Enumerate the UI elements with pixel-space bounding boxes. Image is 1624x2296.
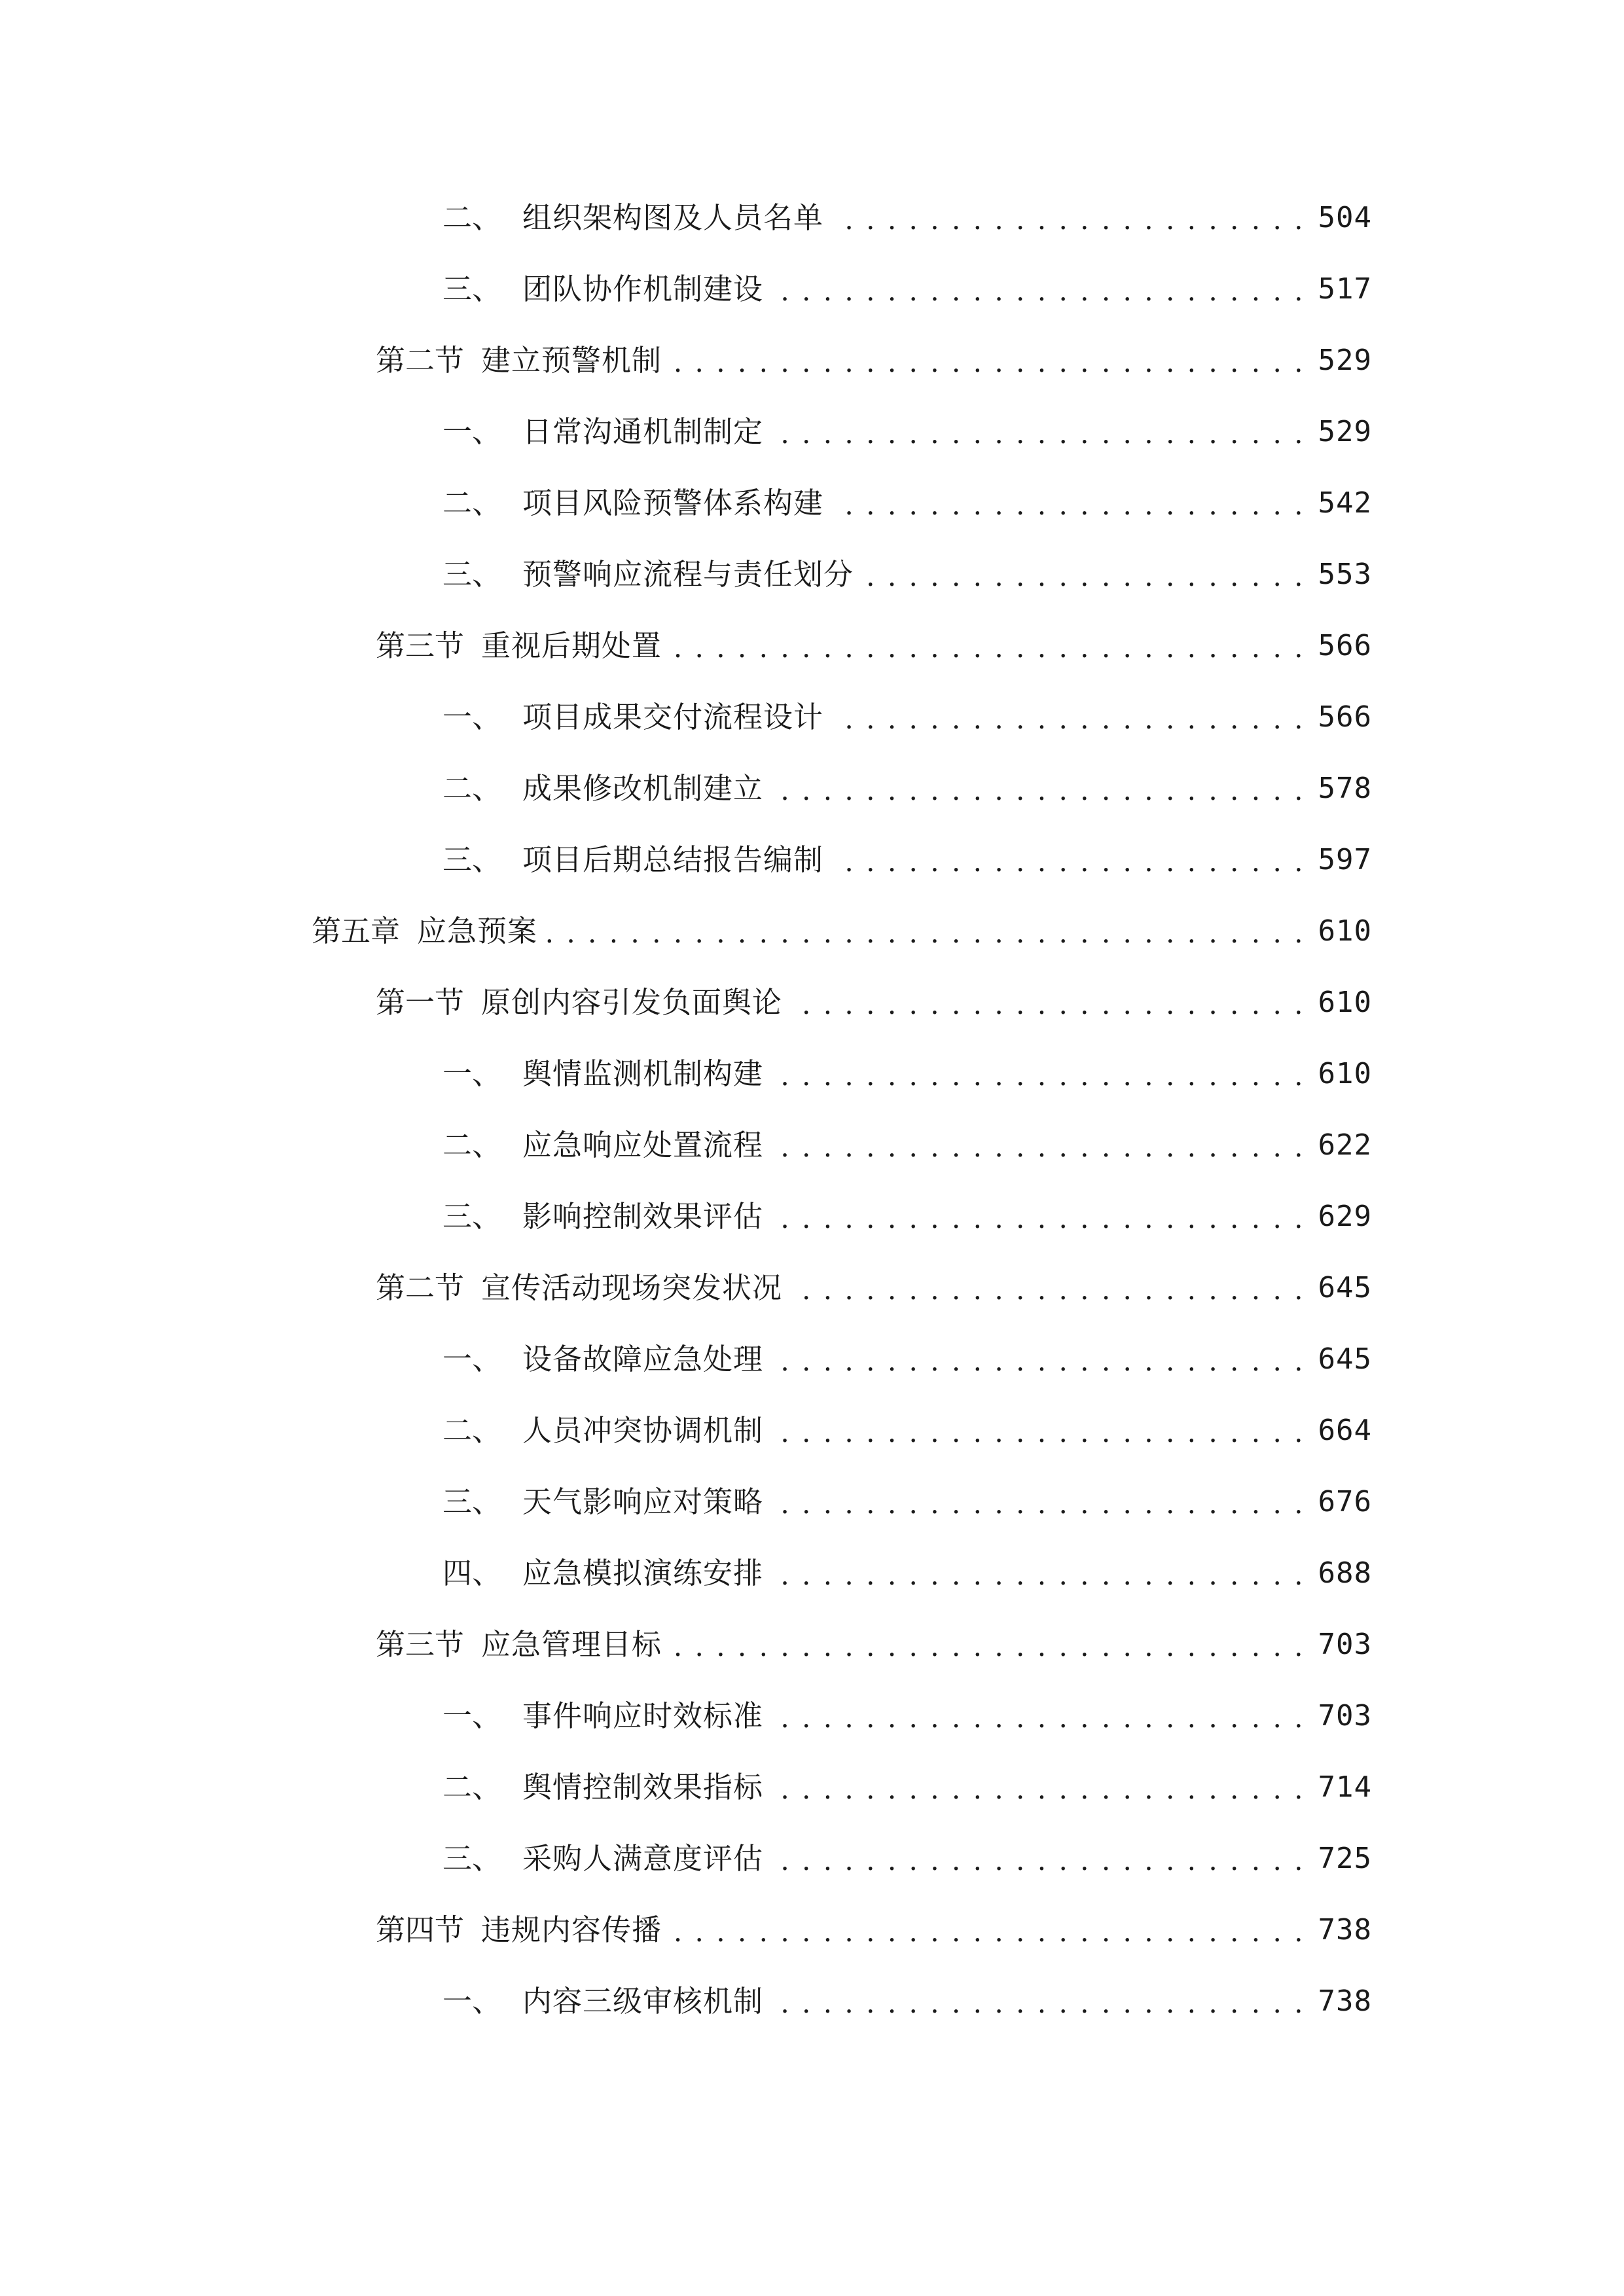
- toc-entry-marker: 第三节: [376, 628, 465, 663]
- toc-entry[interactable]: [442, 1975, 1372, 2028]
- toc-entry[interactable]: [442, 548, 1372, 601]
- toc-entry-page: 738: [1318, 1913, 1372, 1946]
- toc-entry-page: 610: [1318, 986, 1372, 1019]
- toc-entry-title: 应急管理目标: [481, 1627, 662, 1662]
- toc-entry-page: 610: [1318, 914, 1372, 948]
- toc-entry-marker: 第二节: [376, 343, 465, 378]
- dot-leader: [863, 548, 1305, 601]
- toc-entry-page: 688: [1318, 1556, 1372, 1590]
- toc-entry-marker: 三、: [442, 1841, 502, 1876]
- toc-entry-marker: 二、: [442, 486, 502, 520]
- toc-entry-title: 违规内容传播: [481, 1912, 662, 1947]
- toc-entry[interactable]: [442, 1048, 1372, 1100]
- dot-leader: [833, 477, 1305, 529]
- dot-leader: [772, 263, 1305, 315]
- dot-leader: [671, 620, 1305, 672]
- toc-entry[interactable]: [442, 1833, 1372, 1885]
- toc-entry-marker: 三、: [442, 557, 502, 592]
- dot-leader: [772, 1547, 1305, 1600]
- toc-entry-title: 舆情监测机制构建: [522, 1056, 764, 1091]
- toc-entry-marker: 三、: [442, 272, 502, 306]
- toc-entry-page: 504: [1318, 201, 1372, 234]
- dot-leader: [772, 406, 1305, 458]
- toc-entry-page: 529: [1318, 415, 1372, 448]
- toc-entry-marker: 第四节: [376, 1912, 465, 1947]
- toc-entry-title: 人员冲突协调机制: [522, 1413, 764, 1448]
- toc-entry[interactable]: [442, 406, 1372, 458]
- toc-entry-title: 内容三级审核机制: [522, 1984, 764, 2018]
- toc-entry-marker: 三、: [442, 842, 502, 877]
- toc-entry-marker: 二、: [442, 1770, 502, 1804]
- toc-entry-title: 项目风险预警体系构建: [522, 486, 824, 520]
- toc-entry-title: 预警响应流程与责任划分: [522, 557, 854, 592]
- toc-entry-marker: 一、: [442, 414, 502, 449]
- toc-entry-marker: 一、: [442, 1342, 502, 1376]
- toc-entry-title: 项目后期总结报告编制: [522, 842, 824, 877]
- toc-entry-title: 事件响应时效标准: [522, 1698, 764, 1733]
- toc-entry-marker: 第五章: [312, 914, 401, 948]
- dot-leader: [772, 1833, 1305, 1885]
- toc-entry-page: 610: [1318, 1057, 1372, 1090]
- toc-entry-marker: 二、: [442, 1128, 502, 1162]
- toc-entry-page: 553: [1318, 558, 1372, 591]
- toc-entry[interactable]: [442, 1476, 1372, 1528]
- toc-entry[interactable]: [442, 477, 1372, 529]
- toc-entry-page: 542: [1318, 486, 1372, 520]
- dot-leader: [791, 977, 1305, 1029]
- toc-entry-marker: 一、: [442, 1698, 502, 1733]
- toc-entry[interactable]: [376, 1262, 1372, 1314]
- toc-entry-marker: 二、: [442, 771, 502, 806]
- toc-entry-page: 645: [1318, 1342, 1372, 1376]
- toc-entry-marker: 一、: [442, 1056, 502, 1091]
- toc-entry[interactable]: [442, 762, 1372, 815]
- toc-entry-title: 日常沟通机制制定: [522, 414, 764, 449]
- toc-entry-title: 设备故障应急处理: [522, 1342, 764, 1376]
- toc-entry-page: 676: [1318, 1485, 1372, 1518]
- toc-entry[interactable]: [442, 1547, 1372, 1600]
- toc-entry-marker: 三、: [442, 1484, 502, 1519]
- toc-entry[interactable]: [442, 1191, 1372, 1243]
- toc-entry-title: 成果修改机制建立: [522, 771, 764, 806]
- toc-entry[interactable]: [442, 1405, 1372, 1457]
- toc-entry[interactable]: [442, 263, 1372, 315]
- dot-leader: [772, 1333, 1305, 1386]
- toc-entry-page: 566: [1318, 700, 1372, 734]
- toc-entry-marker: 一、: [442, 1984, 502, 2018]
- toc-entry-title: 原创内容引发负面舆论: [481, 985, 783, 1020]
- dot-leader: [772, 1191, 1305, 1243]
- toc-entry-title: 团队协作机制建设: [522, 272, 764, 306]
- toc-entry-page: 725: [1318, 1842, 1372, 1875]
- toc-entry-page: 529: [1318, 344, 1372, 377]
- toc-entry[interactable]: [442, 1690, 1372, 1742]
- dot-leader: [833, 691, 1305, 744]
- toc-entry-page: 703: [1318, 1699, 1372, 1732]
- dot-leader: [772, 1476, 1305, 1528]
- dot-leader: [671, 334, 1305, 387]
- dot-leader: [772, 1048, 1305, 1100]
- dot-leader: [791, 1262, 1305, 1314]
- dot-leader: [833, 834, 1305, 886]
- toc-entry[interactable]: [442, 1333, 1372, 1386]
- toc-entry-marker: 一、: [442, 700, 502, 734]
- toc-entry-title: 应急响应处置流程: [522, 1128, 764, 1162]
- toc-entry[interactable]: [376, 977, 1372, 1029]
- toc-entry-title: 应急模拟演练安排: [522, 1556, 764, 1590]
- dot-leader: [772, 1690, 1305, 1742]
- dot-leader: [772, 1119, 1305, 1172]
- toc-entry-marker: 三、: [442, 1199, 502, 1234]
- toc-entry[interactable]: [312, 905, 1372, 958]
- toc-entry-page: 629: [1318, 1200, 1372, 1233]
- toc-entry-title: 宣传活动现场突发状况: [481, 1270, 783, 1305]
- toc-entry-title: 组织架构图及人员名单: [522, 200, 824, 235]
- dot-leader: [547, 905, 1305, 958]
- toc-entry-marker: 四、: [442, 1556, 502, 1590]
- toc-entry-marker: 二、: [442, 1413, 502, 1448]
- toc-entry[interactable]: [442, 1761, 1372, 1814]
- toc-entry-page: 714: [1318, 1770, 1372, 1804]
- toc-entry-page: 622: [1318, 1128, 1372, 1162]
- toc-entry[interactable]: [376, 334, 1372, 387]
- toc-entry-title: 影响控制效果评估: [522, 1199, 764, 1234]
- toc-entry-page: 703: [1318, 1628, 1372, 1661]
- toc-entry-page: 517: [1318, 272, 1372, 306]
- dot-leader: [772, 1405, 1305, 1457]
- dot-leader: [671, 1619, 1305, 1671]
- toc-entry-title: 舆情控制效果指标: [522, 1770, 764, 1804]
- toc-entry-title: 采购人满意度评估: [522, 1841, 764, 1876]
- toc-entry[interactable]: [442, 1119, 1372, 1172]
- toc-entry-title: 建立预警机制: [481, 343, 662, 378]
- toc-entry-page: 597: [1318, 843, 1372, 876]
- toc-entry-page: 566: [1318, 629, 1372, 662]
- toc-entry[interactable]: [442, 834, 1372, 886]
- toc-entry-page: 645: [1318, 1271, 1372, 1304]
- dot-leader: [772, 1975, 1305, 2028]
- toc-entry-marker: 第一节: [376, 985, 465, 1020]
- toc-entry-title: 应急预案: [417, 914, 538, 948]
- toc-entry-page: 664: [1318, 1414, 1372, 1447]
- toc-entry-title: 项目成果交付流程设计: [522, 700, 824, 734]
- toc-entry-marker: 二、: [442, 200, 502, 235]
- toc-entry[interactable]: [376, 1619, 1372, 1671]
- dot-leader: [772, 762, 1305, 815]
- toc-entry-marker: 第二节: [376, 1270, 465, 1305]
- dot-leader: [833, 192, 1305, 244]
- toc-entry[interactable]: [442, 192, 1372, 244]
- toc-entry-page: 738: [1318, 1984, 1372, 2018]
- toc-entry[interactable]: [376, 1904, 1372, 1956]
- dot-leader: [772, 1761, 1305, 1814]
- toc-entry[interactable]: [442, 691, 1372, 744]
- toc-entry-marker: 第三节: [376, 1627, 465, 1662]
- toc-entry-title: 天气影响应对策略: [522, 1484, 764, 1519]
- toc-entry-title: 重视后期处置: [481, 628, 662, 663]
- toc-entry-page: 578: [1318, 772, 1372, 805]
- dot-leader: [671, 1904, 1305, 1956]
- toc-entry[interactable]: [376, 620, 1372, 672]
